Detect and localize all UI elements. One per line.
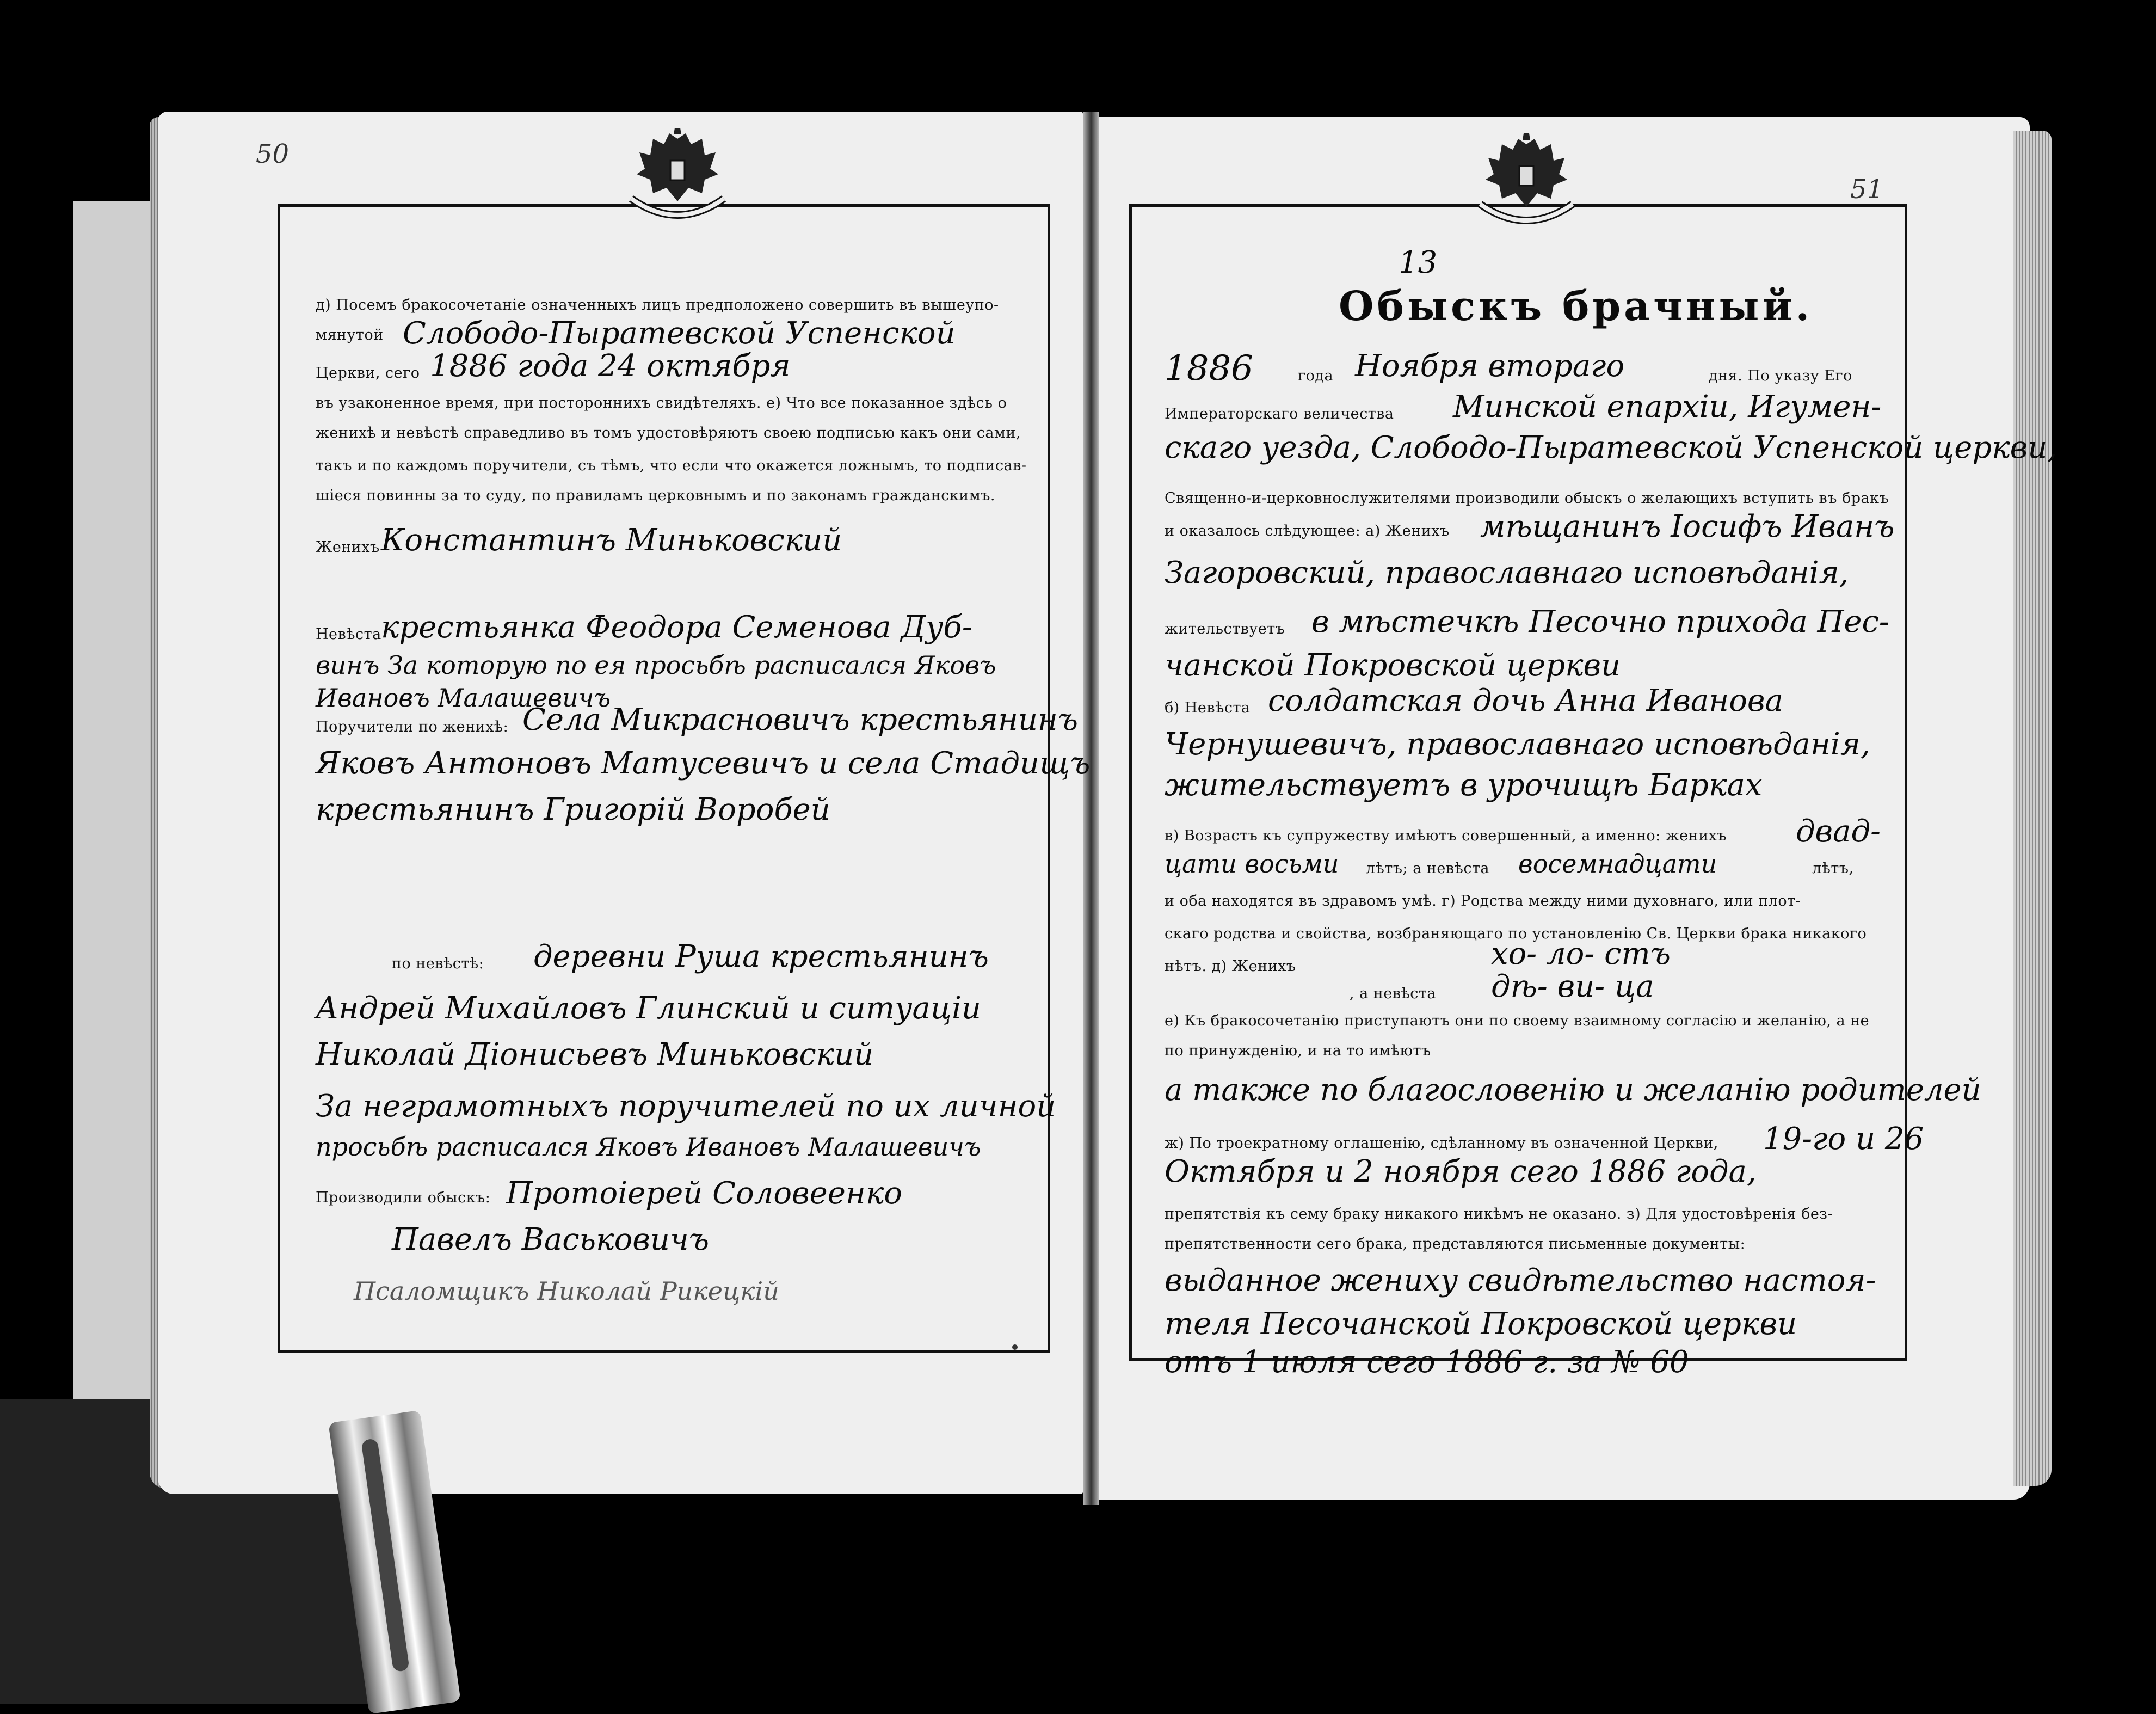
bride-hand-right: солдатская дочь Анна Иванова: [1268, 683, 1783, 718]
kinship-line-2: скаго родства и свойства, возбраняющаго по установленiю Св. Церкви брака никакого: [1165, 925, 1867, 942]
age-mid: лѣтъ; а невѣста: [1366, 860, 1490, 877]
banns-dates-hand: 19-го и 26: [1763, 1121, 1924, 1157]
bride-label: Невѣста: [316, 626, 381, 643]
d-intro-line: д) Посемъ бракосочетанiе означенныхъ лицъ предположено совершить въ вышеупо-: [316, 297, 999, 314]
record-year: 1886: [1165, 348, 1253, 389]
decree-prefix: дня. По указу Его: [1709, 367, 1852, 384]
document-title: Обыскъ брачный.: [1339, 283, 1813, 330]
parish-hand: чанской Покровской церкви: [1165, 648, 1621, 683]
illiterate-hand-1: За неграмотныхъ поручителей по их личной: [316, 1089, 1056, 1124]
d-line6: такъ и по каждомъ поручители, съ тѣмъ, что если что окажется ложнымъ, то подписав-: [316, 457, 1027, 474]
groom-age-hand: двад-: [1796, 814, 1881, 849]
majesty-label: Императорскаго величества: [1165, 406, 1394, 422]
bride-sureties-label: по невѣстѣ:: [392, 955, 484, 972]
examiners-hand-3: Псаломщикъ Николай Рикецкiй: [354, 1276, 779, 1306]
impediment-line: препятствiя къ сему браку никакого никѣмъ не оказано. з) Для удостовѣренiя без-: [1165, 1206, 1833, 1222]
imperial-eagle-emblem-right: [1469, 128, 1584, 237]
d-line7: шiеся повинны за то суду, по правиламъ церковнымъ и по законамъ гражданскимъ.: [316, 487, 996, 504]
d-line3-hand: 1886 года 24 октября: [430, 348, 791, 384]
examiners-hand-1: Протоiерей Соловеенко: [506, 1176, 902, 1211]
bride-hand-1: крестьянка Феодора Семенова Дуб-: [381, 610, 972, 645]
age-line: в) Возрастъ къ супружеству имѣютъ совершенный, а именно: женихъ: [1165, 827, 1727, 844]
document-hand-3: отъ 1 июля сего 1886 г. за № 60: [1165, 1344, 1689, 1380]
age-suffix: лѣтъ,: [1812, 860, 1854, 877]
imperial-eagle-emblem-left: [620, 122, 735, 231]
d-line3-prefix: Церкви, сего: [316, 365, 420, 382]
document-hand-2: теля Песочанской Покровской церкви: [1165, 1306, 1797, 1342]
groom-label: Женихъ: [316, 539, 380, 556]
groom-hand-right: мѣщанинъ Iосифъ Иванъ: [1480, 509, 1895, 544]
bride-surname-hand: Чернушевичъ, православнаго исповѣданiя,: [1165, 727, 1870, 762]
bride-sureties-hand-3: Николай Дiонисьевъ Миньковский: [316, 1037, 874, 1072]
sureties-hand-2: Яковъ Антоновъ Матусевичъ и села Стадищъ: [316, 746, 1091, 781]
kinship-line: и оба находятся въ здравомъ умѣ. г) Родства между ними духовнаго, или плот-: [1165, 893, 1801, 910]
illiterate-hand-2: просьбѣ расписался Яковъ Ивановъ Малашевичъ: [316, 1132, 981, 1162]
d-line5: женихѣ и невѣстѣ справедливо въ томъ удостовѣряютъ своею подписью какъ они сами,: [316, 425, 1021, 441]
church-hand: скаго уезда, Слободо-Пыратевской Успенской церкви,: [1165, 430, 2058, 465]
sureties-label: Поручители по женихѣ:: [316, 718, 509, 735]
record-number: 13: [1399, 245, 1438, 280]
d-line2-prefix: мянутой: [316, 327, 384, 343]
bride-residence-hand: жительствуетъ в урочищѣ Барках: [1165, 767, 1763, 803]
groom-age-hand-2: цати восьми: [1165, 849, 1339, 878]
left-page-number: 50: [256, 139, 289, 169]
sureties-hand-1: Села Микрасновичъ крестьянинъ: [522, 702, 1079, 738]
banns-line: ж) По троекратному оглашенiю, сдѣланному въ означенной Церкви,: [1165, 1135, 1718, 1152]
scanner-background: [73, 201, 158, 1519]
document-hand-1: выданное жениху свидѣтельство настоя-: [1165, 1263, 1876, 1298]
d-line4: въ узаконенное время, при постороннихъ свидѣтеляхъ. е) Что все показанное здѣсь о: [316, 395, 1007, 411]
groom-status-hand: хо- ло- стъ: [1491, 936, 1671, 972]
clergy-line: Священно-и-церковнослужителями производили обыскъ о желающихъ вступить въ бракъ: [1165, 490, 1889, 507]
consent-line-2: по принужденiю, и на то имѣютъ: [1165, 1042, 1431, 1059]
bride-hand-2: винъ За которую по ея просьбѣ расписался Яковъ: [316, 650, 996, 680]
parents-blessing-hand: а также по благословенiю и желанiю родителей: [1165, 1072, 1981, 1108]
bride-hand-3: Ивановъ Малашевичъ: [316, 683, 611, 712]
bride-label-right: б) Невѣста: [1165, 699, 1251, 716]
right-page-edges: [2013, 131, 2052, 1486]
documents-line: препятственности сего брака, представляются письменные документы:: [1165, 1236, 1746, 1252]
ink-dot: [1012, 1344, 1018, 1350]
book-gutter: [1083, 112, 1099, 1505]
d-line2-hand: Слободо-Пыратевской Успенской: [403, 316, 956, 351]
groom-hand: Константинъ Миньковский: [381, 523, 842, 558]
record-month: Ноября втораго: [1355, 348, 1625, 384]
year-label: года: [1298, 367, 1334, 384]
bride-age-hand: восемнадцати: [1518, 849, 1717, 878]
banns-months-hand: Октября и 2 ноября сего 1886 года,: [1165, 1154, 1757, 1189]
groom-surname-hand: Загоровский, православнаго исповѣданiя,: [1165, 555, 1849, 591]
diocese-hand: Минской епархiи, Игумен-: [1453, 389, 1882, 425]
consent-line: е) Къ бракосочетанiю приступаютъ они по своему взаимному согласiю и желанiю, а не: [1165, 1012, 1870, 1029]
bride-status-prefix: , а невѣста: [1350, 985, 1436, 1002]
residence-hand: в мѣстечкѣ Песочно прихода Пес-: [1311, 604, 1889, 640]
residence-label: жительствуетъ: [1165, 621, 1285, 637]
bride-sureties-hand-2: Андрей Михайловъ Глинский и ситуацiи: [316, 991, 981, 1026]
right-page-number: 51: [1850, 174, 1884, 205]
sureties-hand-3: крестьянинъ Григорiй Воробей: [316, 792, 830, 827]
bride-sureties-hand-1: деревни Руша крестьянинъ: [533, 939, 989, 974]
examiners-hand-2: Павелъ Васьковичъ: [392, 1222, 710, 1257]
bride-status-hand: дѣ- ви- ца: [1491, 969, 1654, 1004]
groom-prefix: и оказалось слѣдующее: а) Женихъ: [1165, 523, 1450, 539]
status-prefix: нѣтъ. д) Женихъ: [1165, 958, 1296, 975]
examiners-label: Производили обыскъ:: [316, 1189, 491, 1206]
